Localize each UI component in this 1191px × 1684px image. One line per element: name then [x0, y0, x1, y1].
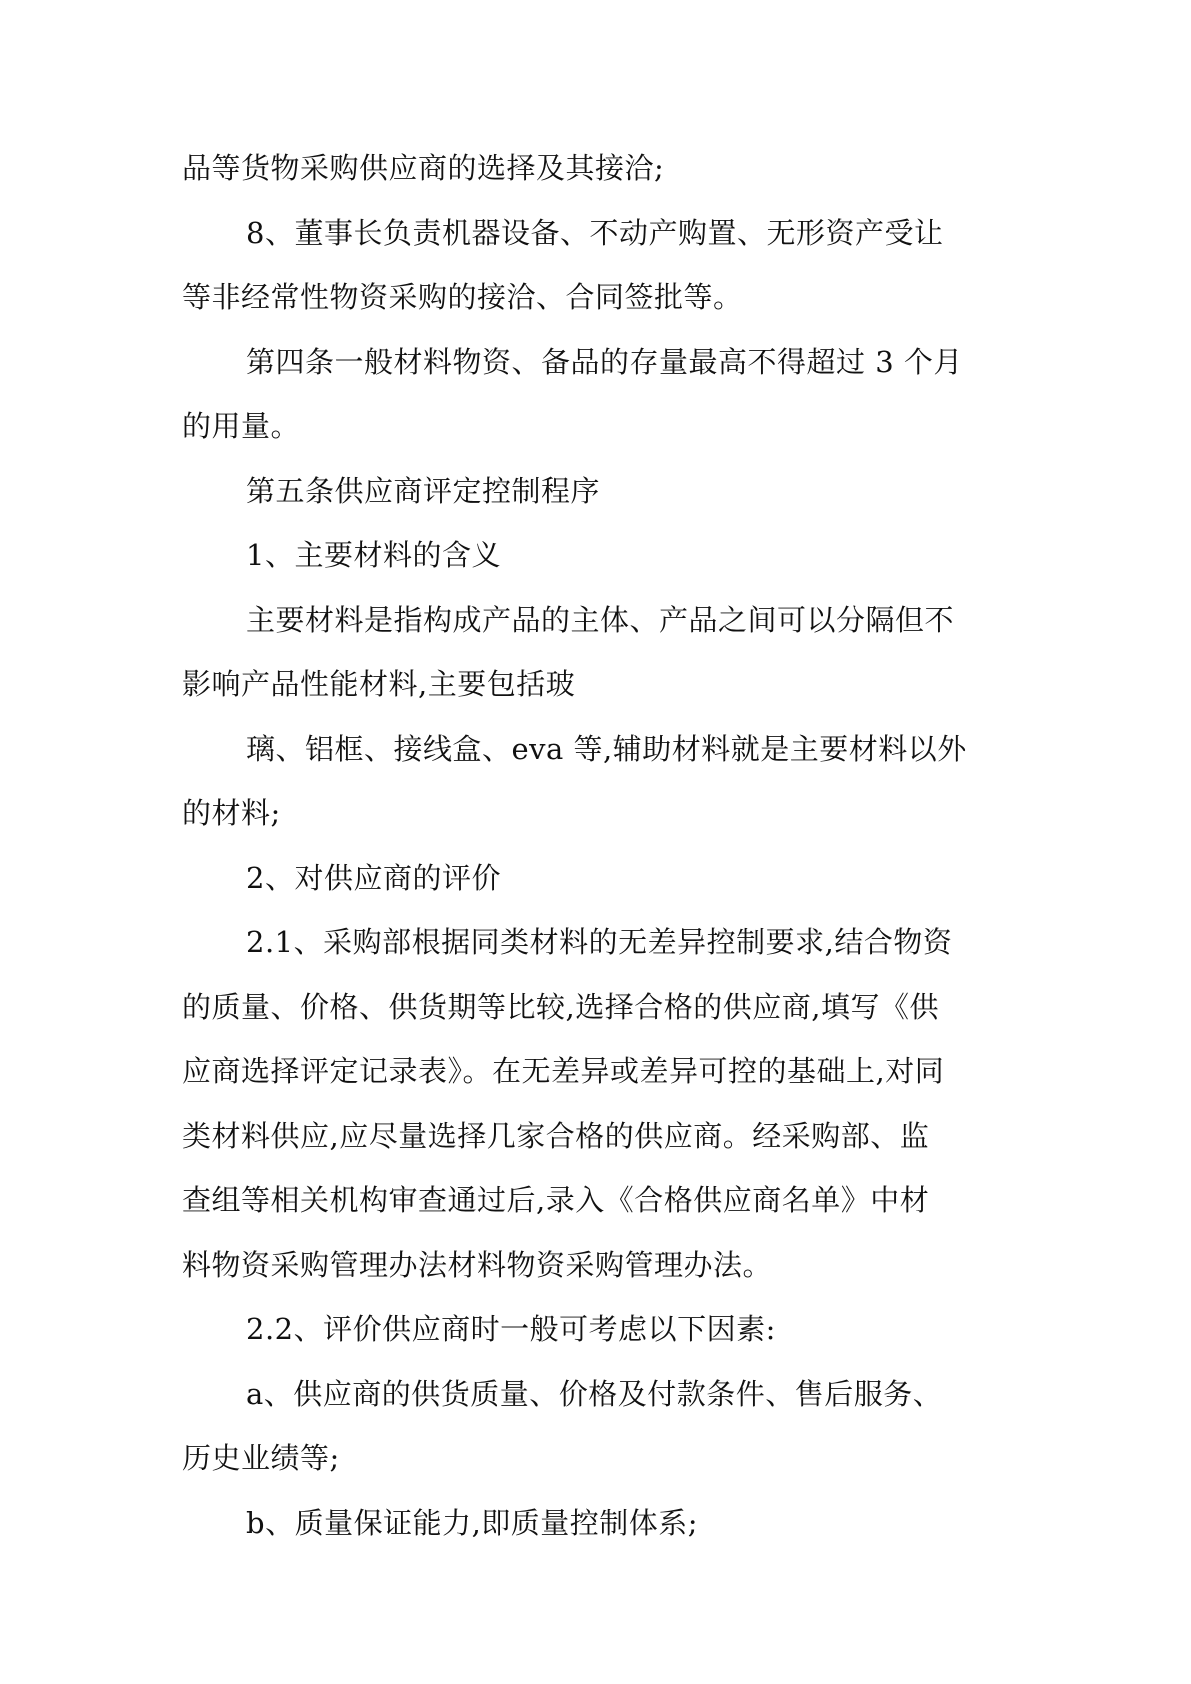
text-line: 查组等相关机构审查通过后,录入《合格供应商名单》中材 [182, 1183, 930, 1217]
text-line: 历史业绩等; [182, 1441, 340, 1475]
text-line: 第四条一般材料物资、备品的存量最高不得超过 3 个月 [246, 344, 963, 379]
section-heading: 第五条供应商评定控制程序 [246, 473, 601, 508]
text-line: 等非经常性物资采购的接洽、合同签批等。 [182, 280, 743, 314]
text-line: 影响产品性能材料,主要包括玻 [182, 667, 576, 701]
subsection-heading: 2、对供应商的评价 [246, 860, 501, 895]
text-line: 主要材料是指构成产品的主体、产品之间可以分隔但不 [246, 602, 955, 637]
subsection-heading: 1、主要材料的含义 [246, 538, 501, 572]
text-line: 的材料; [182, 796, 281, 830]
document-body [182, 136, 1022, 1555]
text-line: 2.2、评价供应商时一般可考虑以下因素: [246, 1312, 776, 1346]
text-line: 类材料供应,应尽量选择几家合格的供应商。经采购部、监 [182, 1118, 930, 1153]
text-line: b、质量保证能力,即质量控制体系; [246, 1505, 699, 1540]
text-line: 8、董事长负责机器设备、不动产购置、无形资产受让 [246, 215, 944, 250]
text-line: 应商选择评定记录表》。在无差异或差异可控的基础上,对同 [182, 1054, 945, 1088]
text-line: a、供应商的供货质量、价格及付款条件、售后服务、 [246, 1376, 943, 1411]
text-line: 2.1、采购部根据同类材料的无差异控制要求,结合物资 [246, 925, 953, 959]
text-line: 的质量、价格、供货期等比较,选择合格的供应商,填写《供 [182, 989, 939, 1024]
text-line: 璃、铝框、接线盒、eva 等,辅助材料就是主要材料以外 [246, 731, 967, 766]
text-line: 的用量。 [182, 409, 301, 443]
text-line: 品等货物采购供应商的选择及其接洽; [182, 151, 665, 185]
text-line: 料物资采购管理办法材料物资采购管理办法。 [182, 1247, 773, 1282]
